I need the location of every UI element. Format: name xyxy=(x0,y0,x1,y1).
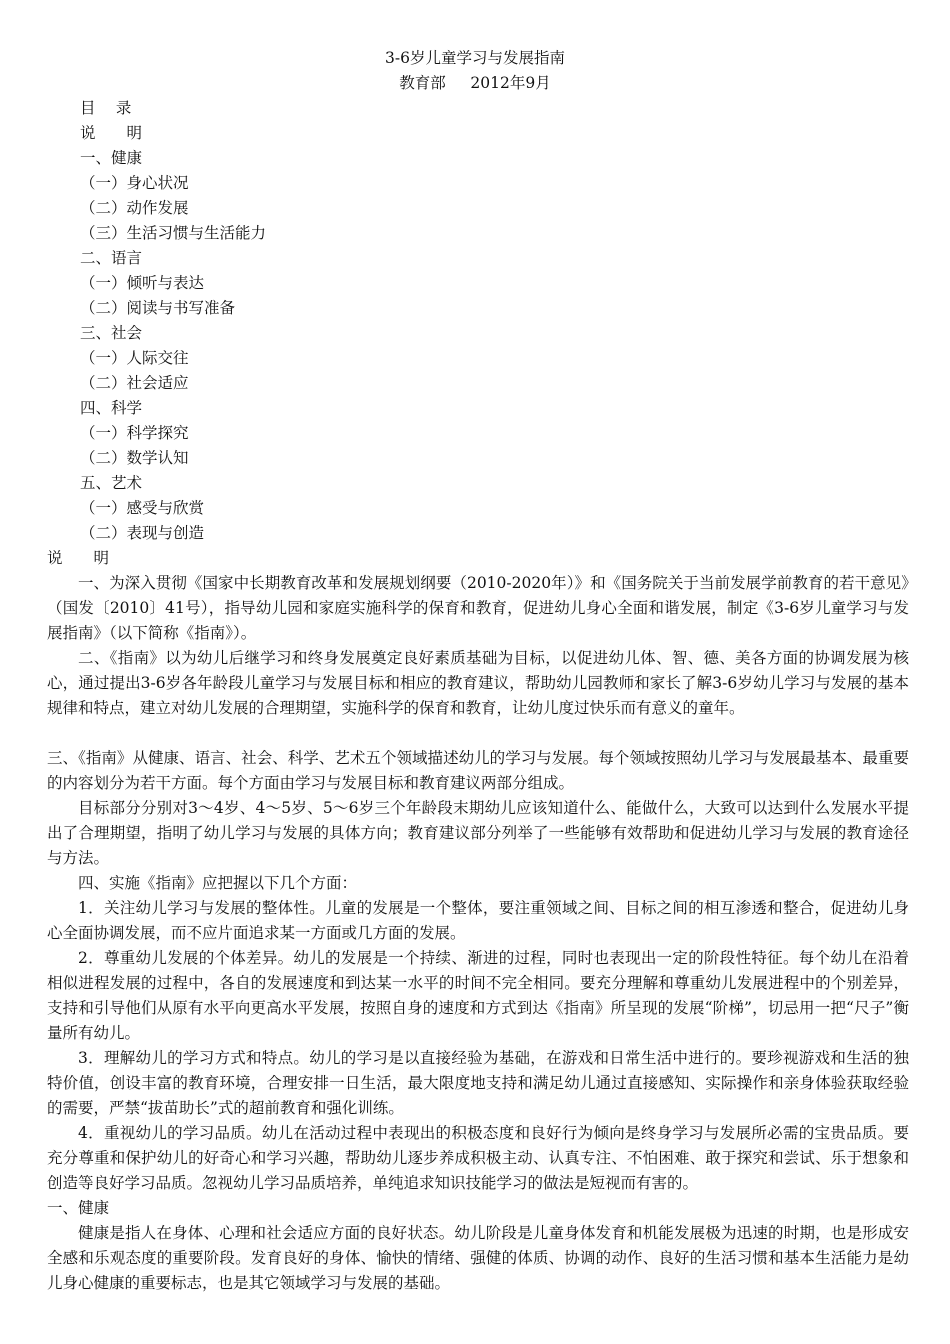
paragraph: 目标部分分别对3～4岁、4～5岁、5～6岁三个年龄段末期幼儿应该知道什么、能做什么，大致可以达到什么发展水平提出了合理期望，指明了幼儿学习与发展的具体方向；教育建议部分列举了一些能够有效帮助和促进幼儿学习与发展的教育途径与方法。 xyxy=(47,799,909,867)
paragraph: 4．重视幼儿的学习品质。幼儿在活动过程中表现出的积极态度和良好行为倾向是终身学习与发展所必需的宝贵品质。要充分尊重和保护幼儿的好奇心和学习兴趣，帮助幼儿逐步养成积极主动、认真专注、不怕困难、敢于探究和尝试、乐于想象和创造等良好学习品质。忽视幼儿学习品质培养，单纯追求知识技能学习的做法是短视而有害的。 xyxy=(47,1124,909,1192)
section-heading-explanation: 说 明 xyxy=(47,549,110,567)
toc-item: （一）感受与欣赏 xyxy=(80,499,205,517)
section-heading-health: 一、健康 xyxy=(47,1199,110,1217)
toc-item: （二）表现与创造 xyxy=(80,524,205,542)
toc-item: （一）人际交往 xyxy=(80,349,189,367)
toc-item: （一）身心状况 xyxy=(80,174,189,192)
toc-heading: 目 录 xyxy=(80,99,132,117)
paragraph: 三、《指南》从健康、语言、社会、科学、艺术五个领域描述幼儿的学习与发展。每个领域按照幼儿学习与发展最基本、最重要的内容划分为若干方面。每个方面由学习与发展目标和教育建议两部分组成。 xyxy=(47,749,909,792)
paragraph: 四、实施《指南》应把握以下几个方面： xyxy=(78,874,358,892)
toc-item: （一）科学探究 xyxy=(80,424,189,442)
toc-item: 说 明 xyxy=(80,124,143,142)
toc-item: （一）倾听与表达 xyxy=(80,274,205,292)
toc-item: 二、语言 xyxy=(80,249,143,267)
toc-item: （二）社会适应 xyxy=(80,374,189,392)
toc-item: （二）数学认知 xyxy=(80,449,189,467)
toc-item: 四、科学 xyxy=(80,399,143,417)
paragraph: 2．尊重幼儿发展的个体差异。幼儿的发展是一个持续、渐进的过程，同时也表现出一定的阶段性特征。每个幼儿在沿着相似进程发展的过程中，各自的发展速度和到达某一水平的时间不完全相同。要充分理解和尊重幼儿发展进程中的个别差异，支持和引导他们从原有水平向更高水平发展，按照自身的速度和方式到达《指南》所呈现的发展“阶梯”，切忌用一把“尺子”衡量所有幼儿。 xyxy=(47,949,909,1042)
toc-item: 一、健康 xyxy=(80,149,143,167)
paragraph: 1．关注幼儿学习与发展的整体性。儿童的发展是一个整体，要注重领域之间、目标之间的相互渗透和整合，促进幼儿身心全面协调发展，而不应片面追求某一方面或几方面的发展。 xyxy=(47,899,909,942)
toc-item: 五、艺术 xyxy=(80,474,143,492)
toc-item: （二）阅读与书写准备 xyxy=(80,299,236,317)
document-subtitle: 教育部 2012年9月 xyxy=(399,74,551,92)
paragraph: 二、《指南》以为幼儿后继学习和终身发展奠定良好素质基础为目标，以促进幼儿体、智、德、美各方面的协调发展为核心，通过提出3-6岁各年龄段儿童学习与发展目标和相应的教育建议，帮助幼儿园教师和家长了解3-6岁幼儿学习与发展的基本规律和特点，建立对幼儿发展的合理期望，实施科学的保育和教育，让幼儿度过快乐而有意义的童年。 xyxy=(47,649,909,717)
toc-item: 三、社会 xyxy=(80,324,143,342)
toc-item: （二）动作发展 xyxy=(80,199,189,217)
paragraph: 3．理解幼儿的学习方式和特点。幼儿的学习是以直接经验为基础，在游戏和日常生活中进行的。要珍视游戏和生活的独特价值，创设丰富的教育环境，合理安排一日生活，最大限度地支持和满足幼儿通过直接感知、实际操作和亲身体验获取经验的需要，严禁“拔苗助长”式的超前教育和强化训练。 xyxy=(47,1049,909,1117)
document-title: 3-6岁儿童学习与发展指南 xyxy=(385,49,565,67)
paragraph: 健康是指人在身体、心理和社会适应方面的良好状态。幼儿阶段是儿童身体发育和机能发展极为迅速的时期，也是形成安全感和乐观态度的重要阶段。发育良好的身体、愉快的情绪、强健的体质、协调的动作、良好的生活习惯和基本生活能力是幼儿身心健康的重要标志，也是其它领域学习与发展的基础。 xyxy=(47,1224,909,1292)
toc-item: （三）生活习惯与生活能力 xyxy=(80,224,267,242)
paragraph: 一、为深入贯彻《国家中长期教育改革和发展规划纲要（2010-2020年）》和《国务院关于当前发展学前教育的若干意见》（国发〔2010〕41号），指导幼儿园和家庭实施科学的保育和教育，促进幼儿身心全面和谐发展，制定《3-6岁儿童学习与发展指南》（以下简称《指南》）。 xyxy=(47,574,909,642)
